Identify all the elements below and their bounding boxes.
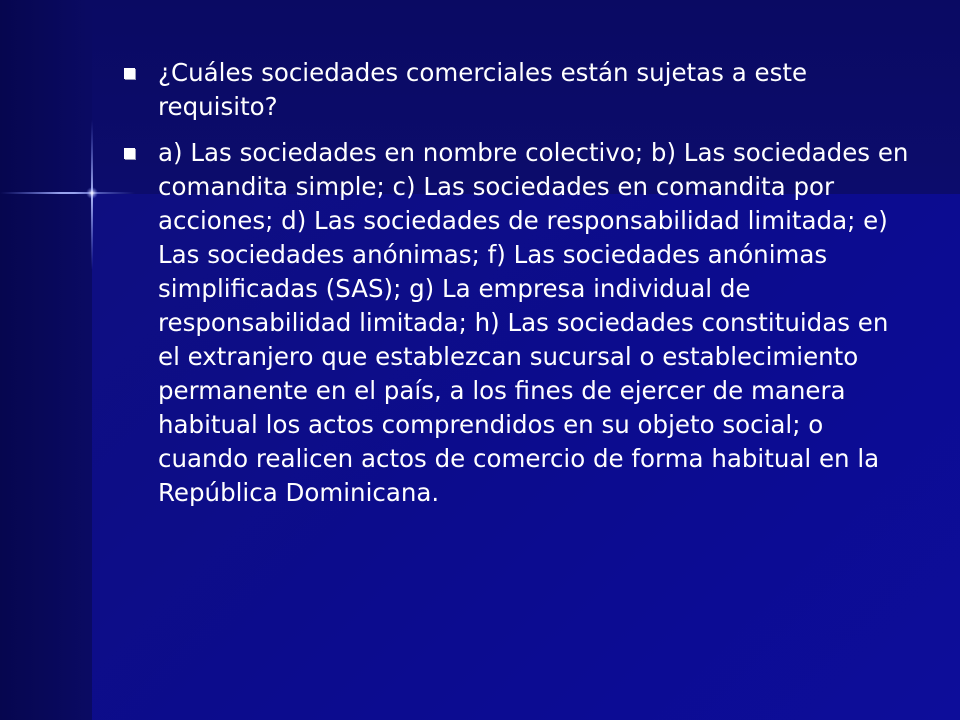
- square-bullet-icon: [124, 148, 135, 159]
- bullet-item-answer: [120, 136, 910, 510]
- bullet-list: [120, 56, 910, 522]
- bullet-text: a) Las sociedades en nombre colectivo; b) Las sociedades en comandita simple; c) Las sociedades en comandita por acciones; d) Las sociedades de responsabilidad limitada; e) Las sociedades anónimas; f) Las sociedades anónimas simplificadas (SAS); g) La empresa individual de responsabilidad limitada; h) Las sociedades constituidas en el extranjero que establezcan sucursal o establecimiento permanente en el país, a los fines de ejercer de manera habitual los actos comprendidos en su objeto social; o cuando realicen actos de comercio de forma habitual en la República Dominicana.: [158, 138, 909, 507]
- left-background-band: [0, 0, 92, 720]
- bullet-item-question: [120, 56, 910, 124]
- bullet-text: ¿Cuáles sociedades comerciales están sujetas a este requisito?: [158, 58, 808, 121]
- square-bullet-icon: [124, 68, 135, 79]
